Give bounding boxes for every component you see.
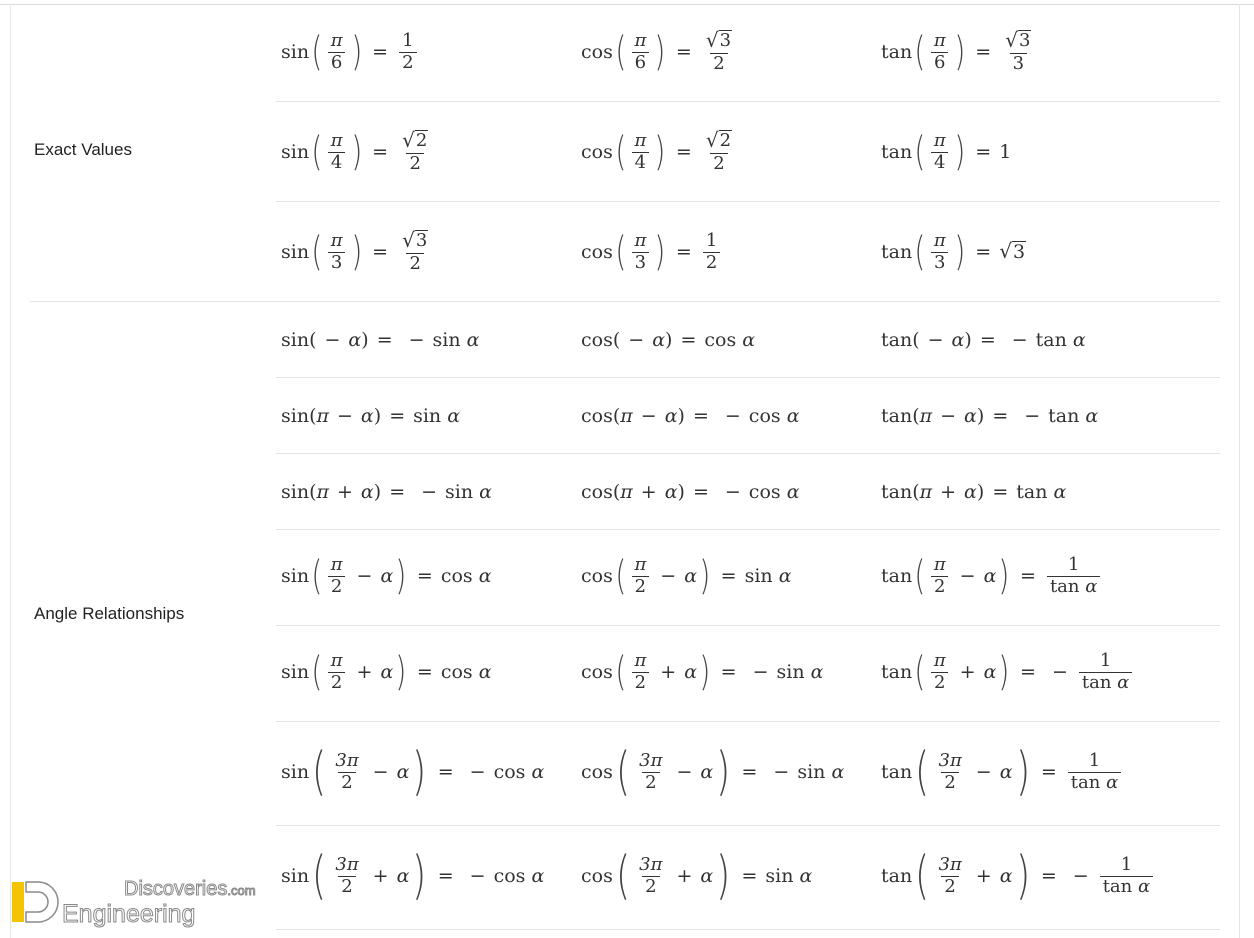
row-divider <box>276 929 1220 930</box>
row-divider <box>276 453 1220 454</box>
row-divider <box>276 825 1220 826</box>
formula-tan-neg-alpha: tan ( − α ) = − tan α <box>881 329 1086 351</box>
formula-sin-halfpi-minus-alpha: sin ( $\frac{\pi}{2}$ − α ) = cos α <box>281 553 492 599</box>
left-border <box>10 4 11 938</box>
formula-cos-pi-plus-alpha: cos ( π + α ) = − cos α <box>581 481 800 503</box>
section-divider <box>30 301 1220 302</box>
row-divider <box>276 377 1220 378</box>
row-divider <box>276 721 1220 722</box>
formula-sin-pi-minus-alpha: sin ( π − α ) = sin α <box>281 405 461 427</box>
formula-cos-pi-4: cos ( $\frac{\pi}{4}$ ) = √ 2 2 <box>581 128 732 175</box>
formula-cos-pi-6: cos ( $\frac{\pi}{6}$ ) = √ 3 2 <box>581 28 732 75</box>
formula-cos-threehalfpi-plus-alpha: cos ( $\frac{3\pi}{2}$ + α ) = sin α <box>581 846 813 906</box>
formula-cos-halfpi-plus-alpha: cos ( $\frac{\pi}{2}$ + α ) = − sin α <box>581 649 824 695</box>
row-divider <box>276 201 1220 202</box>
formula-tan-pi-3: tan ( $\frac{\pi}{3}$ ) = √ 3 <box>881 229 1026 275</box>
watermark-logo <box>10 874 270 930</box>
formula-sin-threehalfpi-minus-alpha: sin ( $\frac{3\pi}{2}$ − α ) = − cos α <box>281 742 545 802</box>
formula-cos-threehalfpi-minus-alpha: cos ( $\frac{3\pi}{2}$ − α ) = − sin α <box>581 742 845 802</box>
row-divider <box>276 101 1220 102</box>
formula-tan-halfpi-minus-alpha: tan ( $\frac{\pi}{2}$ − α ) = $\frac{1}{\text{tan α}}$ <box>881 552 1103 600</box>
formula-tan-pi-plus-alpha: tan ( π + α ) = tan α <box>881 481 1067 503</box>
formula-tan-pi-minus-alpha: tan ( π − α ) = − tan α <box>881 405 1099 427</box>
logo-text-engineering: Engineering <box>62 900 196 928</box>
formula-cos-neg-alpha: cos ( − α ) = cos α <box>581 329 756 351</box>
row-divider <box>276 529 1220 530</box>
formula-sin-pi-3: sin ( $\frac{\pi}{3}$ ) = √ 3 2 <box>281 228 428 275</box>
formula-sin-pi-4: sin ( $\frac{\pi}{4}$ ) = √ 2 2 <box>281 128 428 175</box>
top-border <box>0 4 1254 5</box>
logo-text-discoveries: Discoveries.com <box>124 878 256 900</box>
formula-sin-pi-plus-alpha: sin ( π + α ) = − sin α <box>281 481 492 503</box>
category-exact-values: Exact Values <box>34 140 132 159</box>
logo-mark-icon <box>10 878 62 926</box>
row-divider <box>276 625 1220 626</box>
formula-tan-pi-6: tan ( $\frac{\pi}{6}$ ) = √ 3 3 <box>881 28 1031 75</box>
formula-tan-halfpi-plus-alpha: tan ( $\frac{\pi}{2}$ + α ) = − $\frac{1}{\text{tan α}}$ <box>881 648 1135 696</box>
formula-cos-halfpi-minus-alpha: cos ( $\frac{\pi}{2}$ − α ) = sin α <box>581 553 792 599</box>
formula-tan-threehalfpi-minus-alpha: tan ( $\frac{3\pi}{2}$ − α ) = $\frac{1}{\text{tan α}}$ <box>881 744 1124 800</box>
formula-sin-pi-6: sin ( $\frac{\pi}{6}$ ) = $\frac{1}{2}$ <box>281 28 420 76</box>
right-border <box>1239 4 1240 938</box>
formula-cos-pi-3: cos ( $\frac{\pi}{3}$ ) = $\frac{1}{2}$ <box>581 228 723 276</box>
formula-sin-threehalfpi-plus-alpha: sin ( $\frac{3\pi}{2}$ + α ) = − cos α <box>281 846 545 906</box>
category-angle-relationships: Angle Relationships <box>34 604 185 623</box>
formula-sin-halfpi-plus-alpha: sin ( $\frac{\pi}{2}$ + α ) = cos α <box>281 649 492 695</box>
formula-cos-pi-minus-alpha: cos ( π − α ) = − cos α <box>581 405 800 427</box>
formula-sin-neg-alpha: sin ( − α ) = − sin α <box>281 329 480 351</box>
formula-tan-threehalfpi-plus-alpha: tan ( $\frac{3\pi}{2}$ + α ) = − $\frac{1}{\text{tan α}}$ <box>881 848 1156 904</box>
formula-tan-pi-4: tan ( $\frac{\pi}{4}$ ) = 1 <box>881 129 1012 175</box>
